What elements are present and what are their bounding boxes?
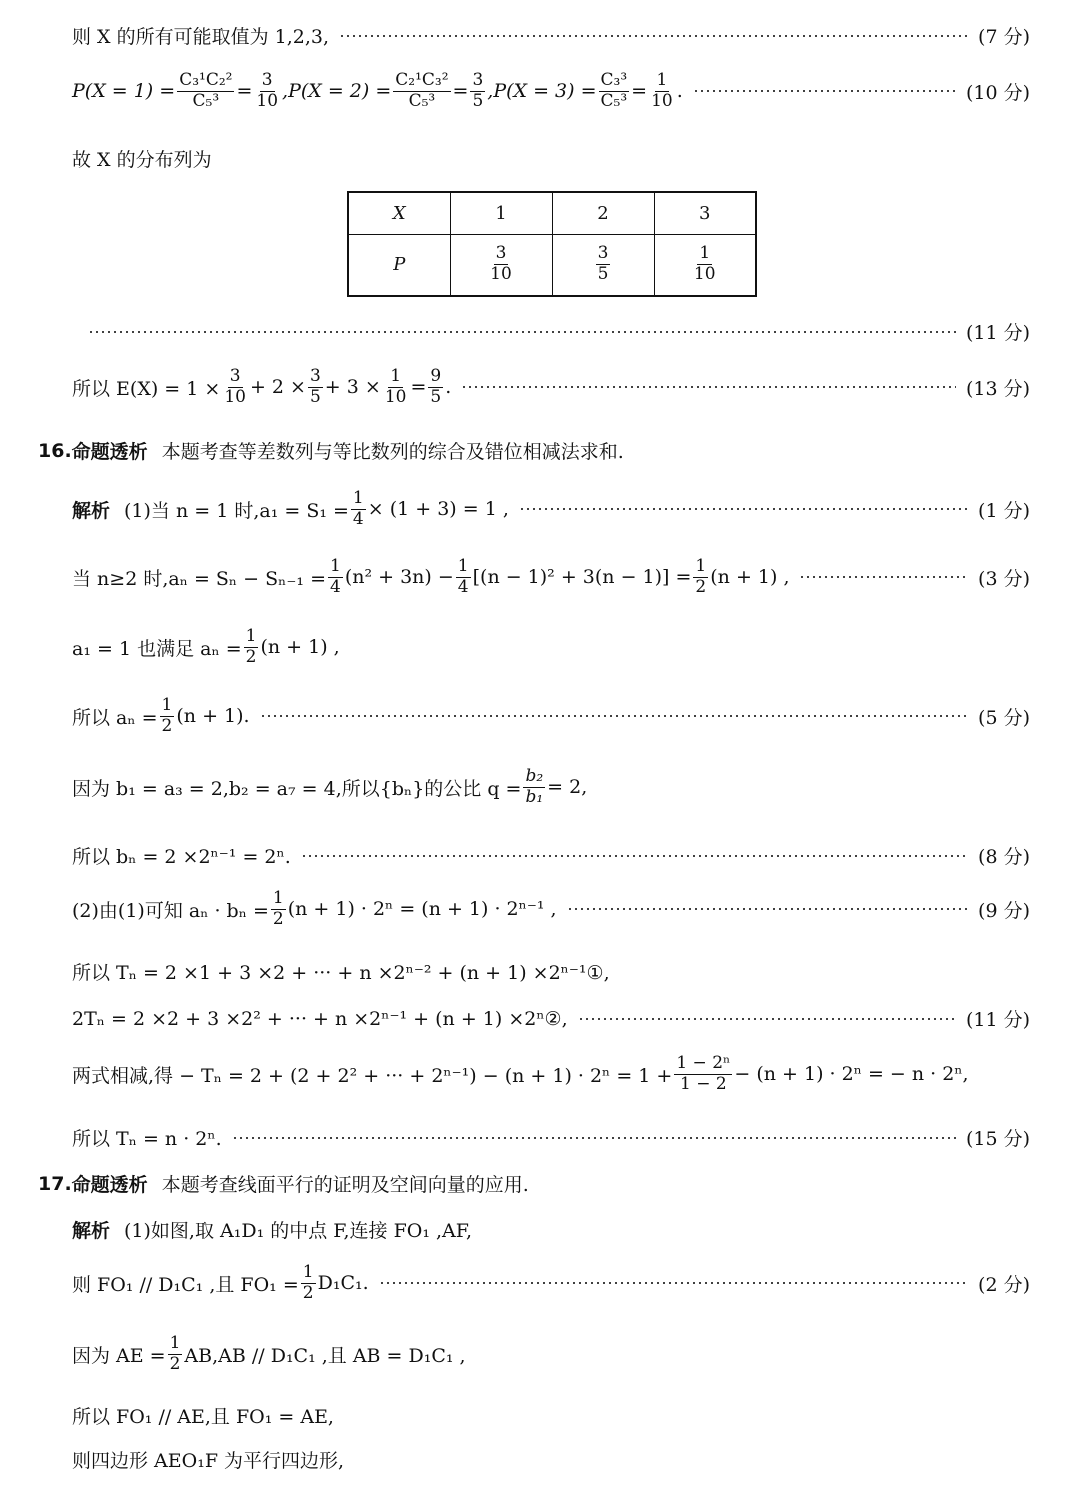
q16-line: 当 n≥2 时,aₙ = Sₙ − Sₙ₋₁ = $\frac{1}{4}$ (n² + 3n) − $\frac{1}{4}$ [(n − 1)² + 3(n − 1)] = $\frac{1}{2}$ (n + 1) , (3 分)	[72, 556, 1030, 597]
q16-line: 两式相减,得 − Tₙ = 2 + (2 + 2² + ··· + 2ⁿ⁻¹) − (n + 1) · 2ⁿ = 1 + $\frac{\text{1 − 2ⁿ}}{1 - 2}$ − (n + 1) · 2ⁿ = − n · 2ⁿ,	[72, 1053, 969, 1094]
q16-line: 所以 aₙ = $\frac{1}{2}$ (n + 1). (5 分)	[72, 695, 1030, 736]
q16-line: 因为 b₁ = a₃ = 2,b₂ = a₇ = 4,所以{bₙ}的公比 q = $\frac{\text{b₂}}{\text{b₁}}$ = 2,	[72, 766, 588, 807]
dot-leader	[519, 508, 968, 510]
q16-line: 所以 bₙ = 2 ×2ⁿ⁻¹ = 2ⁿ. (8 分)	[72, 842, 1030, 869]
dot-leader	[461, 386, 956, 388]
table-cell: $\frac{3}{10}$	[450, 234, 552, 296]
table-row	[348, 192, 756, 234]
tag-label: 解析	[72, 1220, 111, 1242]
fraction: $\frac{3}{5}$	[472, 70, 484, 111]
score: (9 分)	[978, 899, 1030, 922]
score: (3 分)	[978, 567, 1030, 590]
fraction: $\frac{1}{4}$	[330, 556, 341, 597]
fraction: $\frac{3}{5}$	[309, 366, 321, 407]
dot-leader	[799, 576, 968, 578]
score: (15 分)	[965, 1128, 1030, 1150]
fraction: $\frac{\text{C₂¹C₃²}}{\text{C₅³}}$	[395, 70, 449, 111]
score: (1 分)	[978, 499, 1030, 522]
line-text: 则 X 的所有可能取值为 1,2,3,	[72, 26, 330, 48]
fraction: $\frac{1}{4}$	[352, 488, 364, 529]
table-row	[348, 234, 756, 296]
fraction: $\frac{1}{10}$	[651, 70, 673, 111]
table-cell: 2	[552, 192, 654, 234]
table-cell: P	[348, 234, 450, 296]
score: (13 分)	[965, 377, 1030, 400]
dot-leader	[379, 1282, 968, 1284]
score: (5 分)	[978, 706, 1030, 729]
q16-line: 所以 Tₙ = n · 2ⁿ. (15 分)	[72, 1124, 1030, 1151]
q17-line: 则 FO₁ // D₁C₁ ,且 FO₁ = $\frac{1}{2}$ D₁C₁. (2 分)	[72, 1262, 1030, 1303]
q16-heading: 16. 命题透析 本题考查等差数列与等比数列的综合及错位相减法求和.	[38, 437, 1030, 464]
line-table-score	[88, 318, 1030, 345]
score: (10 分)	[965, 81, 1030, 104]
fraction: $\frac{3}{10}$	[256, 70, 279, 111]
q16-line: (2)由(1)可知 aₙ · bₙ = $\frac{1}{2}$ (n + 1) · 2ⁿ = (n + 1) · 2ⁿ⁻¹ , (9 分)	[72, 888, 1030, 929]
tag-label: 解析	[72, 499, 111, 522]
dot-leader	[567, 908, 968, 910]
q17-line: 则四边形 AEO₁F 为平行四边形,	[72, 1450, 345, 1472]
dot-leader	[693, 90, 956, 92]
fraction: $\frac{1}{2}$	[169, 1333, 181, 1374]
fraction: $\frac{\text{C₃¹C₂²}}{\text{C₅³}}$	[179, 70, 233, 111]
distribution-table	[347, 191, 757, 297]
score: (11 分)	[965, 1009, 1030, 1031]
line-probabilities: P(X = 1) = $\frac{\text{C₃¹C₂²}}{\text{C₅³}}$ = $\frac{3}{10}$ ,P(X = 2) = $\frac{\text{C₂¹C₃²}}{\text{C₅³}}$ = $\frac{3}{5}$ ,P(X = 3) = $\frac{\text{C₃³}}{\text{C₅³}}$ = $\frac{1}{10}$ . (10 分)	[72, 70, 1030, 111]
fraction: $\frac{1}{10}$	[384, 366, 407, 407]
dot-leader	[301, 855, 968, 857]
fraction: $\frac{9}{5}$	[430, 366, 442, 407]
line-distribution-intro: 故 X 的分布列为	[72, 149, 212, 171]
score: (11 分)	[965, 322, 1030, 344]
table-cell: $\frac{1}{10}$	[654, 234, 756, 296]
q16-line: a₁ = 1 也满足 aₙ = $\frac{1}{2}$ (n + 1) ,	[72, 626, 340, 667]
q17-heading: 17. 命题透析 本题考查线面平行的证明及空间向量的应用.	[38, 1170, 1030, 1197]
table-cell: 3	[654, 192, 756, 234]
fraction: $\frac{1}{2}$	[272, 888, 284, 929]
dot-leader	[88, 331, 956, 333]
fraction: $\frac{1}{2}$	[161, 695, 173, 736]
fraction: $\frac{3}{10}$	[224, 366, 246, 407]
score: (7 分)	[978, 26, 1030, 48]
table-cell: X	[348, 192, 450, 234]
q17-line: 因为 AE = $\frac{1}{2}$ AB,AB // D₁C₁ ,且 AB = D₁C₁ ,	[72, 1333, 466, 1374]
line-values	[72, 22, 1030, 49]
fraction: $\frac{\text{b₂}}{\text{b₁}}$	[525, 766, 544, 807]
tag-label: 命题透析	[71, 1174, 148, 1196]
fraction: $\frac{\text{C₃³}}{\text{C₅³}}$	[600, 70, 628, 111]
table-cell: $\frac{3}{5}$	[552, 234, 654, 296]
fraction: $\frac{1}{2}$	[695, 556, 707, 597]
fraction: $\frac{\text{1 − 2ⁿ}}{1 - 2}$	[676, 1053, 731, 1094]
fraction: $\frac{1}{2}$	[302, 1262, 314, 1303]
q16-line: 所以 Tₙ = 2 ×1 + 3 ×2 + ··· + n ×2ⁿ⁻² + (n + 1) ×2ⁿ⁻¹①,	[72, 962, 610, 984]
dot-leader	[260, 715, 968, 717]
dot-leader	[578, 1018, 956, 1020]
score: (2 分)	[978, 1273, 1030, 1296]
dot-leader	[232, 1137, 956, 1139]
score: (8 分)	[978, 846, 1030, 868]
fraction: $\frac{1}{2}$	[245, 626, 257, 667]
dot-leader	[339, 35, 968, 37]
q16-line: 解析 (1)当 n = 1 时,a₁ = S₁ = $\frac{1}{4}$ × (1 + 3) = 1 , (1 分)	[72, 488, 1030, 529]
table-cell: 1	[450, 192, 552, 234]
q17-line: 所以 FO₁ // AE,且 FO₁ = AE,	[72, 1406, 334, 1428]
line-expectation: 所以 E(X) = 1 × $\frac{3}{10}$ + 2 × $\frac{3}{5}$ + 3 × $\frac{1}{10}$ = $\frac{9}{5}$ . (13 分)	[72, 366, 1030, 407]
tag-label: 命题透析	[71, 441, 148, 463]
fraction: $\frac{1}{4}$	[457, 556, 469, 597]
q17-line: 解析 (1)如图,取 A₁D₁ 的中点 F,连接 FO₁ ,AF,	[72, 1216, 1030, 1243]
q16-line: 2Tₙ = 2 ×2 + 3 ×2² + ··· + n ×2ⁿ⁻¹ + (n + 1) ×2ⁿ②, (11 分)	[72, 1005, 1030, 1032]
